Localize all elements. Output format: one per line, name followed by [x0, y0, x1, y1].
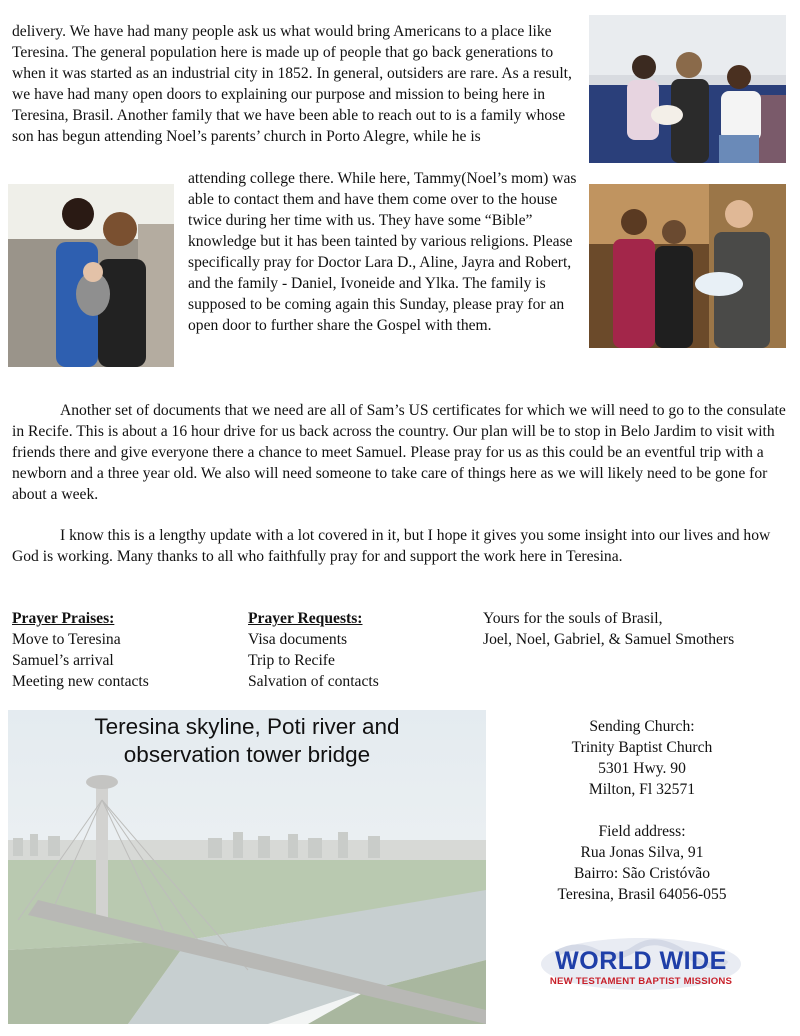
field-city: Teresina, Brasil 64056-055 — [557, 886, 727, 903]
signature — [483, 608, 793, 650]
list-item: Trip to Recife — [248, 652, 335, 669]
prayer-requests-list — [248, 608, 468, 692]
sending-church-block — [500, 716, 784, 800]
skyline-caption-line: Teresina skyline, Poti river and — [94, 714, 400, 739]
contacts-paragraph: attending college there. While here, Tammy(Noel’s mom) was able to contact them and have them come over to the house twice during her time with us. They have some “Bible” knowledge but it has been tainted by various religions. Please specifically pray for Doctor Lara D., Aline, Jayra and Robert, and the family - Daniel, Ivoneide and Ylka. The family is supposed to be coming again this Sunday, please pray for an open door to further share the Gospel with them. — [188, 170, 577, 334]
list-item: Move to Teresina — [12, 631, 121, 648]
closing-paragraph: I know this is a lengthy update with a lot covered in it, but I hope it gives you some insight into our lives and how God is working. Many thanks to all who faithfully pray for and support the work here in Teresina. — [12, 527, 771, 565]
signature-names: Joel, Noel, Gabriel, & Samuel Smothers — [483, 631, 735, 648]
photo-group-with-baby — [589, 184, 786, 348]
prayer-requests-heading: Prayer Requests: — [248, 610, 363, 627]
skyline-caption — [8, 713, 486, 769]
prayer-praises-heading: Prayer Praises: — [12, 610, 115, 627]
field-address-heading: Field address: — [598, 823, 686, 840]
photo-three-women-with-baby — [589, 15, 786, 163]
prayer-praises-list — [12, 608, 232, 692]
list-item: Visa documents — [248, 631, 348, 648]
church-city: Milton, Fl 32571 — [588, 781, 696, 798]
field-street: Rua Jonas Silva, 91 — [580, 844, 704, 861]
photo-woman-holding-newborn — [8, 184, 174, 367]
intro-paragraph: delivery. We have had many people ask us what would bring Americans to a place like Teresina. The general population here is made up of people that go back generations to when it was started as an industrial city in 1852. In general, outsiders are rare. As a result, we have had many open doors to explaining our purpose and mission to being here in Teresina, Brasil. Another family that we have been able to reach out to is a family whose son has begun attending Noel’s parents’ church in Porto Alegre, while he is — [12, 23, 572, 145]
field-address-block — [500, 821, 784, 905]
sending-church-heading: Sending Church: — [589, 718, 695, 735]
church-address: 5301 Hwy. 90 — [598, 760, 686, 777]
church-name: Trinity Baptist Church — [571, 739, 713, 756]
field-district: Bairro: São Cristóvão — [574, 865, 710, 882]
list-item: Samuel’s arrival — [12, 652, 114, 669]
skyline-caption-line: observation tower bridge — [123, 742, 371, 767]
world-wide-missions-logo — [536, 934, 746, 1004]
list-item: Salvation of contacts — [248, 673, 379, 690]
signature-line: Yours for the souls of Brasil, — [483, 610, 663, 627]
documents-paragraph: Another set of documents that we need are all of Sam’s US certificates for which we will need to go to the consulate in Recife. This is about a 16 hour drive for us back across the country. Our plan will be to stop in Belo Jardim to visit with friends there and give everyone there a chance to meet Samuel. Please pray for us as this could be an eventful trip with a newborn and a three year old. We also will need someone to take care of things here as we will likely need to be gone for about a week. — [12, 402, 786, 503]
logo-subtitle: NEW TESTAMENT BAPTIST MISSIONS — [549, 976, 733, 987]
logo-title: WORLD WIDE — [555, 947, 727, 975]
list-item: Meeting new contacts — [12, 673, 149, 690]
